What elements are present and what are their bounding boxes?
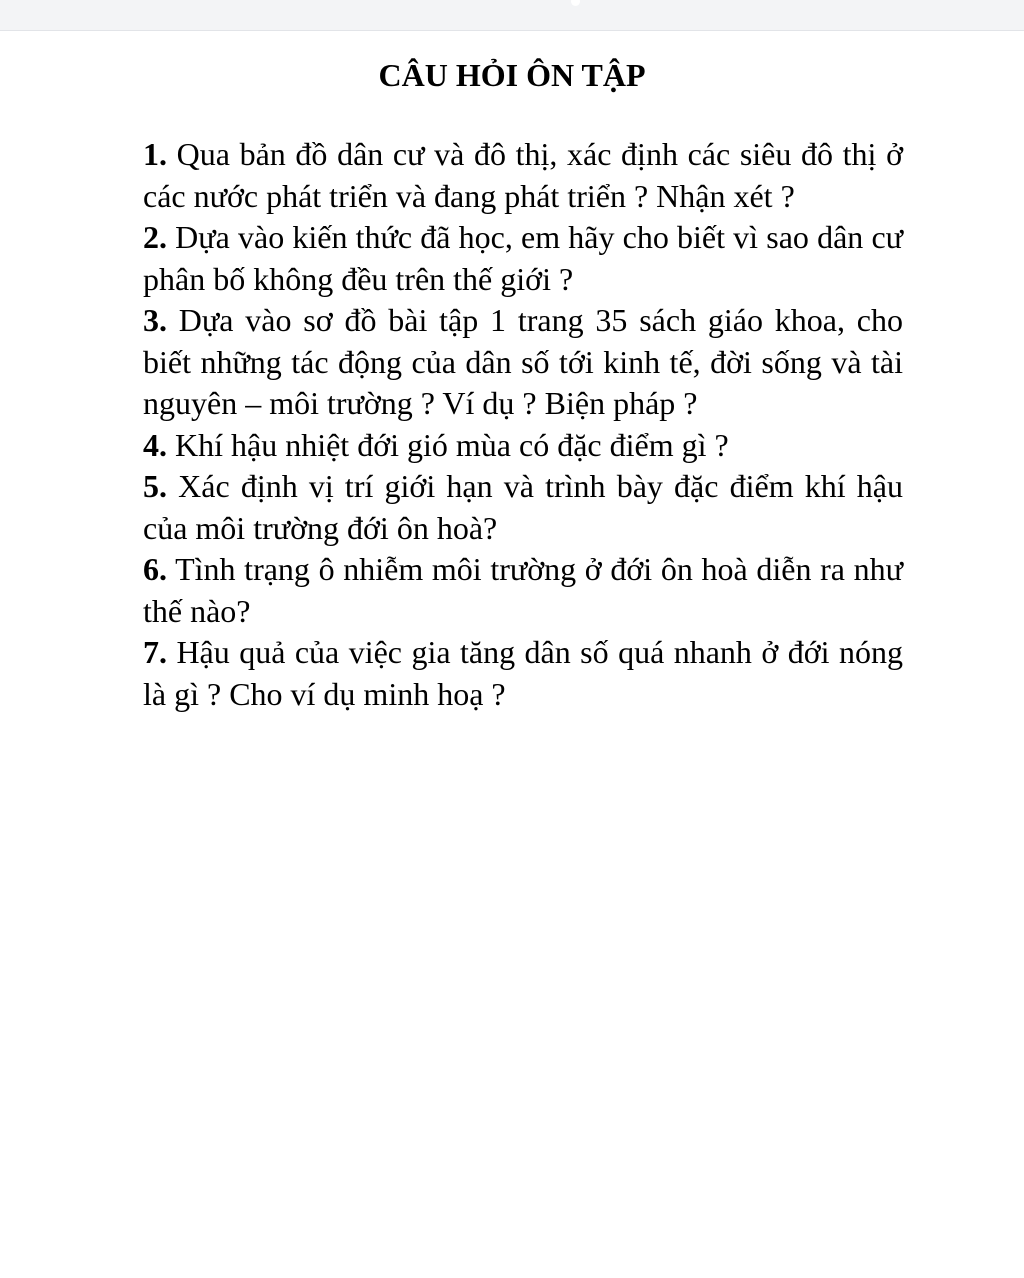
question-item-7	[143, 632, 903, 715]
question-item-4	[143, 425, 903, 467]
question-number: 7.	[143, 634, 167, 670]
page-indicator-dot	[571, 0, 580, 6]
question-text: Hậu quả của việc gia tăng dân số quá nhanh ở đới nóng là gì ? Cho ví dụ minh hoạ ?	[143, 634, 903, 712]
question-text: Khí hậu nhiệt đới gió mùa có đặc điểm gì ?	[167, 426, 729, 463]
document-title: CÂU HỎI ÔN TẬP	[378, 57, 646, 93]
question-item-5	[143, 466, 903, 549]
question-text: Tình trạng ô nhiễm môi trường ở đới ôn hoà diễn ra như thế nào?	[143, 551, 903, 629]
question-number: 3.	[143, 302, 167, 338]
question-number: 5.	[143, 468, 167, 504]
viewer-top-bar	[0, 0, 1024, 31]
document-page	[0, 31, 1024, 1278]
question-item-2	[143, 217, 903, 300]
question-number: 2.	[143, 219, 167, 255]
question-item-3	[143, 300, 903, 425]
question-number: 6.	[143, 551, 167, 587]
question-item-6	[143, 549, 903, 632]
question-text: Xác định vị trí giới hạn và trình bày đặc điểm khí hậu của môi trường đới ôn hoà?	[143, 468, 903, 546]
question-text: Dựa vào sơ đồ bài tập 1 trang 35 sách giáo khoa, cho biết những tác động của dân số tới kinh tế, đời sống và tài nguyên – môi trường ? Ví dụ ? Biện pháp ?	[143, 302, 903, 421]
question-text: Dựa vào kiến thức đã học, em hãy cho biết vì sao dân cư phân bố không đều trên thế giới ?	[143, 219, 903, 297]
question-text: Qua bản đồ dân cư và đô thị, xác định các siêu đô thị ở các nước phát triển và đang phát triển ? Nhận xét ?	[143, 136, 903, 214]
question-number: 1.	[143, 136, 167, 172]
question-list	[143, 134, 903, 715]
question-item-1	[143, 134, 903, 217]
question-number: 4.	[143, 426, 167, 463]
